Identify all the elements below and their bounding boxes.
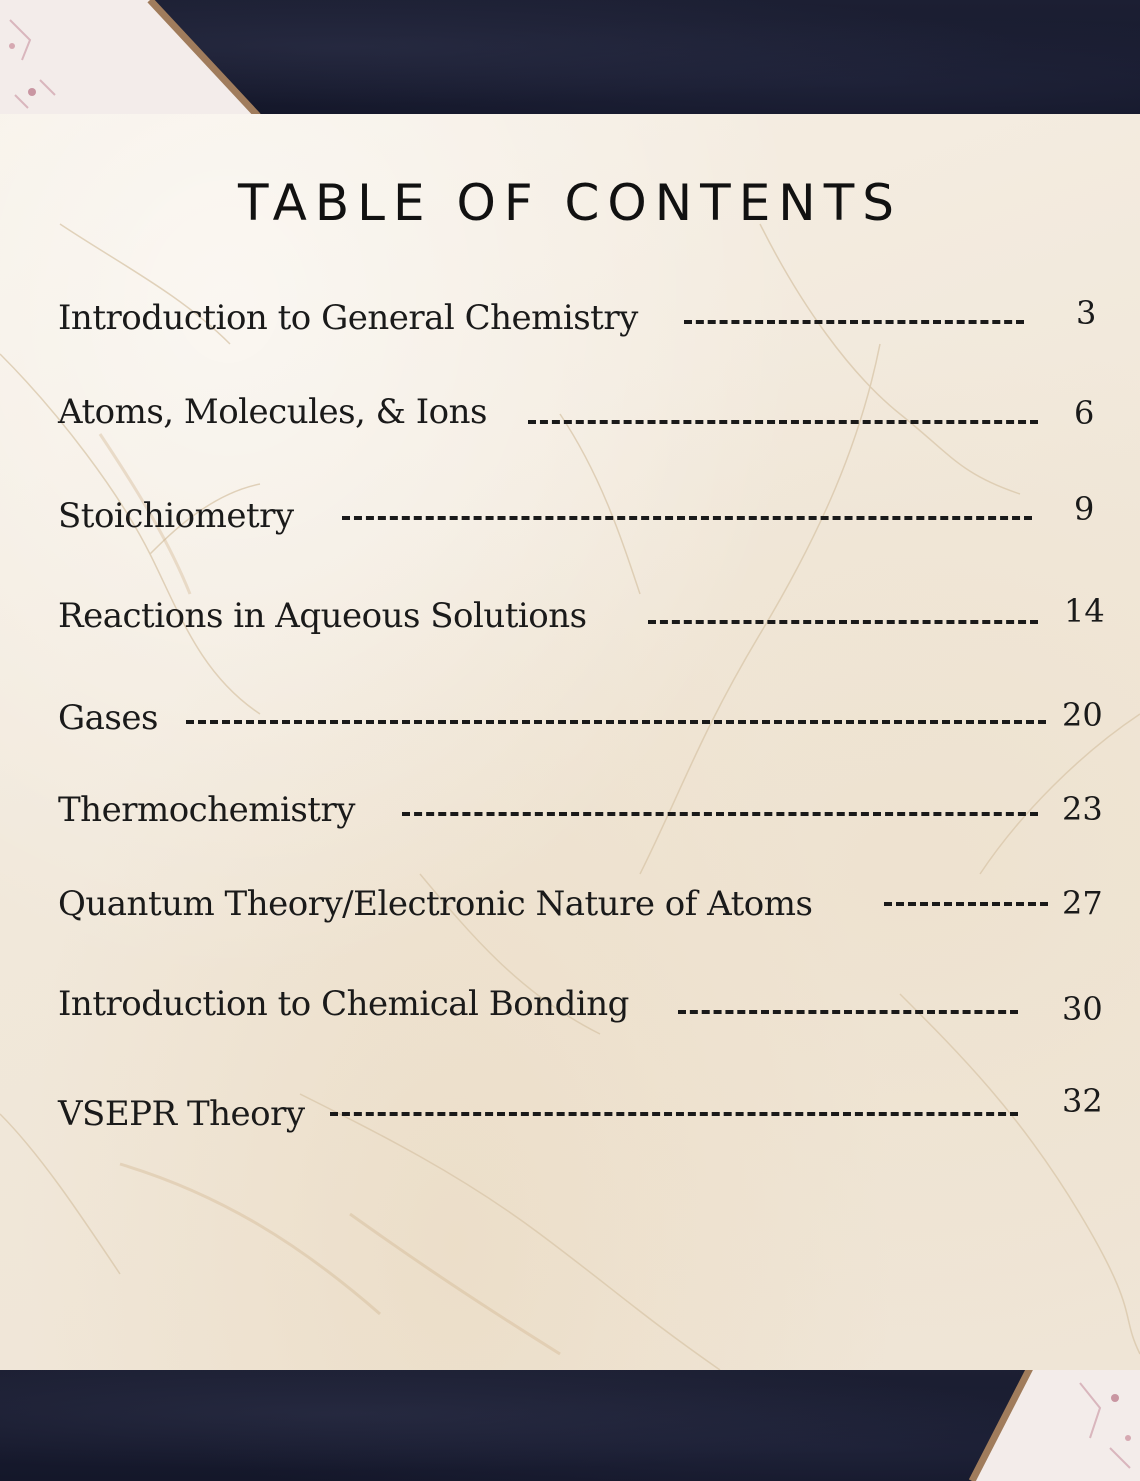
toc-entry-page: 9 xyxy=(1074,490,1095,528)
dotted-leader xyxy=(186,720,1046,724)
toc-entry-page: 23 xyxy=(1062,790,1103,828)
toc-entry-page: 20 xyxy=(1062,696,1103,734)
toc-entry[interactable] xyxy=(58,884,1118,944)
toc-entry-label: Atoms, Molecules, & Ions xyxy=(58,392,487,432)
toc-entry[interactable] xyxy=(58,294,1118,354)
toc-entry-label: Introduction to General Chemistry xyxy=(58,298,638,338)
dotted-leader xyxy=(648,620,1038,624)
toc-entry-label: Introduction to Chemical Bonding xyxy=(58,984,629,1024)
toc-entry[interactable] xyxy=(58,984,1118,1044)
contents-page xyxy=(0,114,1140,1370)
toc-entry-label: Thermochemistry xyxy=(58,790,355,830)
dotted-leader xyxy=(330,1112,1018,1116)
toc-entry[interactable] xyxy=(58,698,1118,758)
dotted-leader xyxy=(684,320,1024,324)
toc-entry-label: Reactions in Aqueous Solutions xyxy=(58,596,587,636)
toc-entry[interactable] xyxy=(58,490,1118,556)
toc-entry-page: 3 xyxy=(1076,294,1097,332)
page-title: TABLE OF CONTENTS xyxy=(237,174,902,232)
dotted-leader xyxy=(342,516,1032,520)
toc-entry-page: 27 xyxy=(1062,884,1103,922)
bottom-dark-band xyxy=(0,1368,1140,1481)
toc-entry-label: VSEPR Theory xyxy=(58,1094,305,1134)
toc-entry[interactable] xyxy=(58,592,1118,656)
toc-entry[interactable] xyxy=(58,790,1118,850)
dotted-leader xyxy=(402,812,1038,816)
toc-entry[interactable] xyxy=(58,390,1118,450)
dotted-leader xyxy=(884,902,1048,906)
toc-entry-page: 30 xyxy=(1062,990,1103,1028)
toc-entry-page: 6 xyxy=(1074,394,1095,432)
toc-entry-label: Quantum Theory/Electronic Nature of Atoms xyxy=(58,884,813,924)
toc-entry[interactable] xyxy=(58,1082,1118,1154)
dotted-leader xyxy=(528,420,1038,424)
top-dark-band xyxy=(0,0,1140,116)
toc-entry-label: Stoichiometry xyxy=(58,496,294,536)
toc-entry-label: Gases xyxy=(58,698,158,738)
toc-entry-page: 14 xyxy=(1064,592,1105,630)
dotted-leader xyxy=(678,1010,1018,1014)
toc-entry-page: 32 xyxy=(1062,1082,1103,1120)
